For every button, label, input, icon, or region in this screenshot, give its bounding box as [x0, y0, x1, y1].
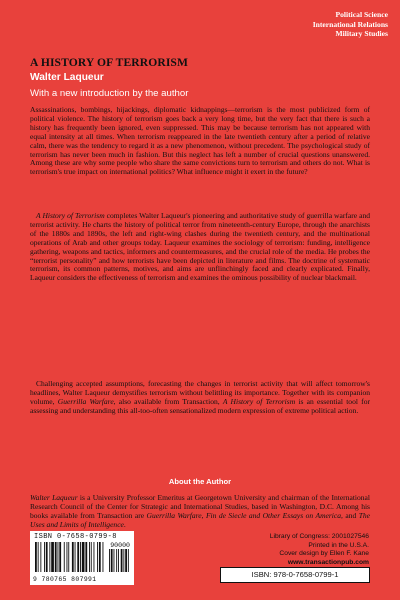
- barcode-addon-bar: [111, 549, 113, 572]
- barcode-bar: [97, 542, 98, 572]
- description-paragraph-3: [30, 380, 370, 416]
- barcode-bar: [89, 542, 90, 572]
- paragraph-3-text-c: is an essential tool for assessing and understanding this all-too-often sensationalized modern expression of extreme political action.: [30, 396, 370, 415]
- barcode-ean: 9 780765 807991: [33, 576, 97, 583]
- description-paragraph-2: [30, 212, 370, 283]
- barcode-addon-bar: [116, 549, 117, 572]
- publisher-website: www.transactionpub.com: [287, 558, 369, 566]
- cover-design-credit: Cover design by Ellen F. Kane: [279, 550, 369, 557]
- publisher-credits: [270, 533, 369, 567]
- subject-categories: [313, 10, 388, 39]
- book-title: A HISTORY OF TERRORISM: [30, 56, 189, 69]
- barcode-bar: [51, 542, 54, 572]
- author-books-2: The Uses and Limits of Intelligence: [30, 510, 371, 529]
- description-paragraph-1: Assassinations, bombings, hijackings, diplomatic kidnappings—terrorism is the most publicized form of political violence. The history of terrorism goes back a very long time, but the very fact that there is such a history has frequently been ignored, even suppressed. This may be because terrorism has not appeared with equal intensity at all times. When terrorism reappeared in the late twentieth century after a period of relative calm, there was the tendency to regard it as a new phenomenon, without precedent. The psychological study of terrorism has never been much in fashion. But this neglect has left a number of crucial questions unanswered. Among these are why some people who share the same convictions turn to terrorism and others do not. What is terrorism's true impact on international politics? What influence might it exert in the future?: [30, 105, 370, 177]
- barcode-bar: [82, 542, 85, 572]
- barcode-addon-bar: [109, 549, 110, 572]
- barcode-bar: [72, 542, 74, 572]
- barcode-bar: [68, 542, 69, 572]
- paragraph-3-text-b: , also available from Transaction,: [113, 396, 223, 406]
- book-title-reference: A History of Terrorism: [36, 211, 105, 220]
- barcode-addon-bar: [121, 549, 123, 572]
- barcode-bar: [91, 542, 92, 572]
- about-author-heading: About the Author: [168, 477, 232, 486]
- about-text-b: and: [342, 510, 359, 520]
- barcode-bar: [94, 542, 95, 572]
- barcode-bar: [103, 542, 104, 572]
- subject-political-science: Political Science: [335, 10, 388, 19]
- about-text-c: .: [123, 519, 126, 529]
- barcode-bar: [49, 542, 50, 572]
- isbn10-label: ISBN 0-7658-0799-8: [34, 533, 117, 541]
- author-books-1: Guerrilla Warfare, Fin de Siecle and Other Essays on America,: [146, 510, 343, 520]
- barcode-addon-bar: [114, 549, 115, 572]
- about-text-a: is a University Professor Emeritus at Georgetown University and chairman of the International Research Council of the Center for Strategic and International Studies, based in Washington, D.C. Among his books available from Transaction are: [30, 493, 370, 520]
- barcode-bar: [55, 542, 57, 572]
- barcode-addon-bar: [118, 549, 119, 572]
- barcode-bar: [64, 542, 65, 572]
- barcode-bar: [80, 542, 81, 572]
- barcode-bar: [75, 542, 76, 572]
- barcode-bar: [85, 542, 87, 572]
- introduction-note: With a new introduction by the author: [30, 88, 189, 99]
- barcode-bar: [44, 542, 45, 572]
- book-title-reference-2: A History of Terrorism: [222, 396, 296, 406]
- companion-title: Guerrilla Warfare: [57, 396, 114, 406]
- paragraph-2-text: completes Walter Laqueur's pioneering and authoritative study of guerrilla warfare and terrorist activity. He charts the history of political terror from nineteenth-century Europe, through the anarchists of the 1880s and 1890s, the left and right-wing clashes during the twentieth century, and the multinational operations of Arab and other groups today. Laqueur examines the sociology of terrorism: funding, intelligence gathering, weapons and tactics, informers and countermeasures, and the crucial role of the media. He probes the “terrorist personality” and how terrorists have been depicted in literature and films. The doctrine of systematic terrorism, its common patterns, motives, and aims are unflinchingly faced and clearly explicated. Finally, Laqueur considers the effectiveness of terrorism and examines the ominous possibility of nuclear blackmail.: [30, 211, 370, 283]
- barcode-bar: [58, 542, 59, 572]
- barcode-bar: [46, 542, 48, 572]
- barcode-bar: [59, 542, 61, 572]
- barcode: [30, 531, 134, 585]
- about-author-text: [30, 494, 370, 530]
- barcode-bar: [99, 542, 101, 572]
- barcode-addon-bar: [125, 549, 127, 572]
- barcode-bar: [38, 542, 39, 572]
- printed-in: Printed in the U.S.A.: [308, 541, 369, 549]
- barcode-addon-bar: [123, 549, 124, 572]
- barcode-addon: 90000: [110, 542, 130, 549]
- barcode-bar: [35, 542, 37, 572]
- library-of-congress: Library of Congress: 2001027546: [269, 533, 369, 540]
- barcode-bar: [67, 542, 68, 572]
- barcode-bar: [40, 542, 41, 572]
- barcode-addon-bar: [128, 549, 129, 572]
- isbn13-label: ISBN: 978-0-7658-0799-1: [220, 567, 370, 583]
- subject-international-relations: International Relations: [312, 19, 388, 29]
- barcode-bar: [77, 542, 79, 572]
- paragraph-3-text-a: Challenging accepted assumptions, forecasting the changes in terrorist activity that will affect tomorrow's headlines, Walter Laqueur demystifies terrorism without belittling its importance. Together with its companion volume,: [30, 379, 370, 406]
- subject-military-studies: Military Studies: [335, 29, 388, 38]
- book-author: Walter Laqueur: [30, 72, 104, 83]
- author-name: Walter Laqueur: [30, 493, 78, 502]
